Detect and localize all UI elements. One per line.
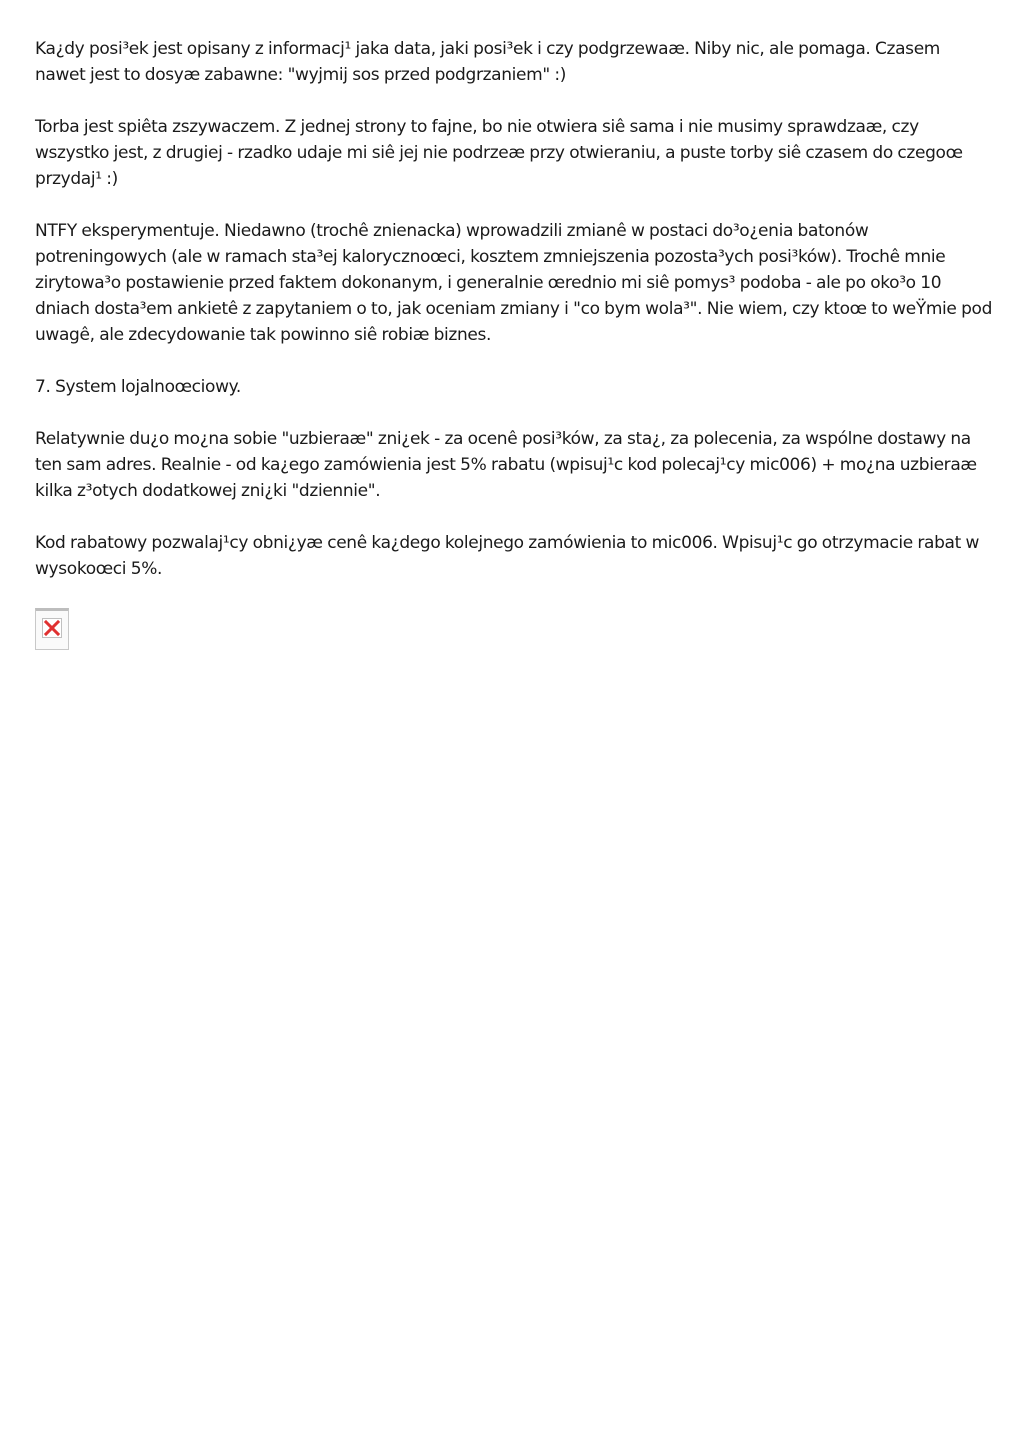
broken-image-icon [42, 618, 62, 638]
paragraph-discount-code: Kod rabatowy pozwalaj¹cy obni¿yæ cenê ka¿dego kolejnego zamówienia to mic006. Wpisuj¹c go otrzymacie rabat w wysokoœci 5%. [35, 533, 980, 579]
paragraph-discounts: Relatywnie du¿o mo¿na sobie "uzbieraæ" zni¿ek - za ocenê posi³ków, za sta¿, za polecenia, za wspólne dostawy na ten sam adres. Realnie - od ka¿ego zamówienia jest 5% rabatu (wpisuj¹c kod polecaj¹cy mic006) + mo¿na uzbieraæ kilka z³otych dodatkowej zni¿ki "dziennie". [35, 429, 977, 501]
paragraph-ntfy-experiments: NTFY eksperymentuje. Niedawno (trochê znienacka) wprowadzili zmianê w postaci do³o¿enia batonów potreningowych (ale w ramach sta³ej kalorycznoœci, kosztem zmniejszenia pozosta³ych posi³ków). Trochê mnie zirytowa³o postawienie przed faktem dokonanym, i generalnie œrednio mi siê pomys³ podoba - ale po oko³o 10 dniach dosta³em ankietê z zapytaniem o to, jak oceniam zmiany i "co bym wola³". Nie wiem, czy ktoœ to weŸmie pod uwagê, ale zdecydowanie tak powinno siê robiæ biznes. [35, 221, 993, 345]
broken-image-placeholder [35, 608, 69, 650]
paragraph-meal-labels: Ka¿dy posi³ek jest opisany z informacj¹ jaka data, jaki posi³ek i czy podgrzewaæ. Niby nic, ale pomaga. Czasem nawet jest to dosyæ zabawne: "wyjmij sos przed podgrzaniem" :) [35, 39, 941, 85]
document-body [35, 36, 995, 650]
paragraph-bag-stapled: Torba jest spiêta zszywaczem. Z jednej strony to fajne, bo nie otwiera siê sama i nie musimy sprawdzaæ, czy wszystko jest, z drugiej - rzadko udaje mi siê jej nie podrzeæ przy otwieraniu, a puste torby siê czasem do czegoœ przydaj¹ :) [35, 117, 963, 189]
section-heading-loyalty: 7. System lojalnoœciowy. [35, 377, 241, 397]
